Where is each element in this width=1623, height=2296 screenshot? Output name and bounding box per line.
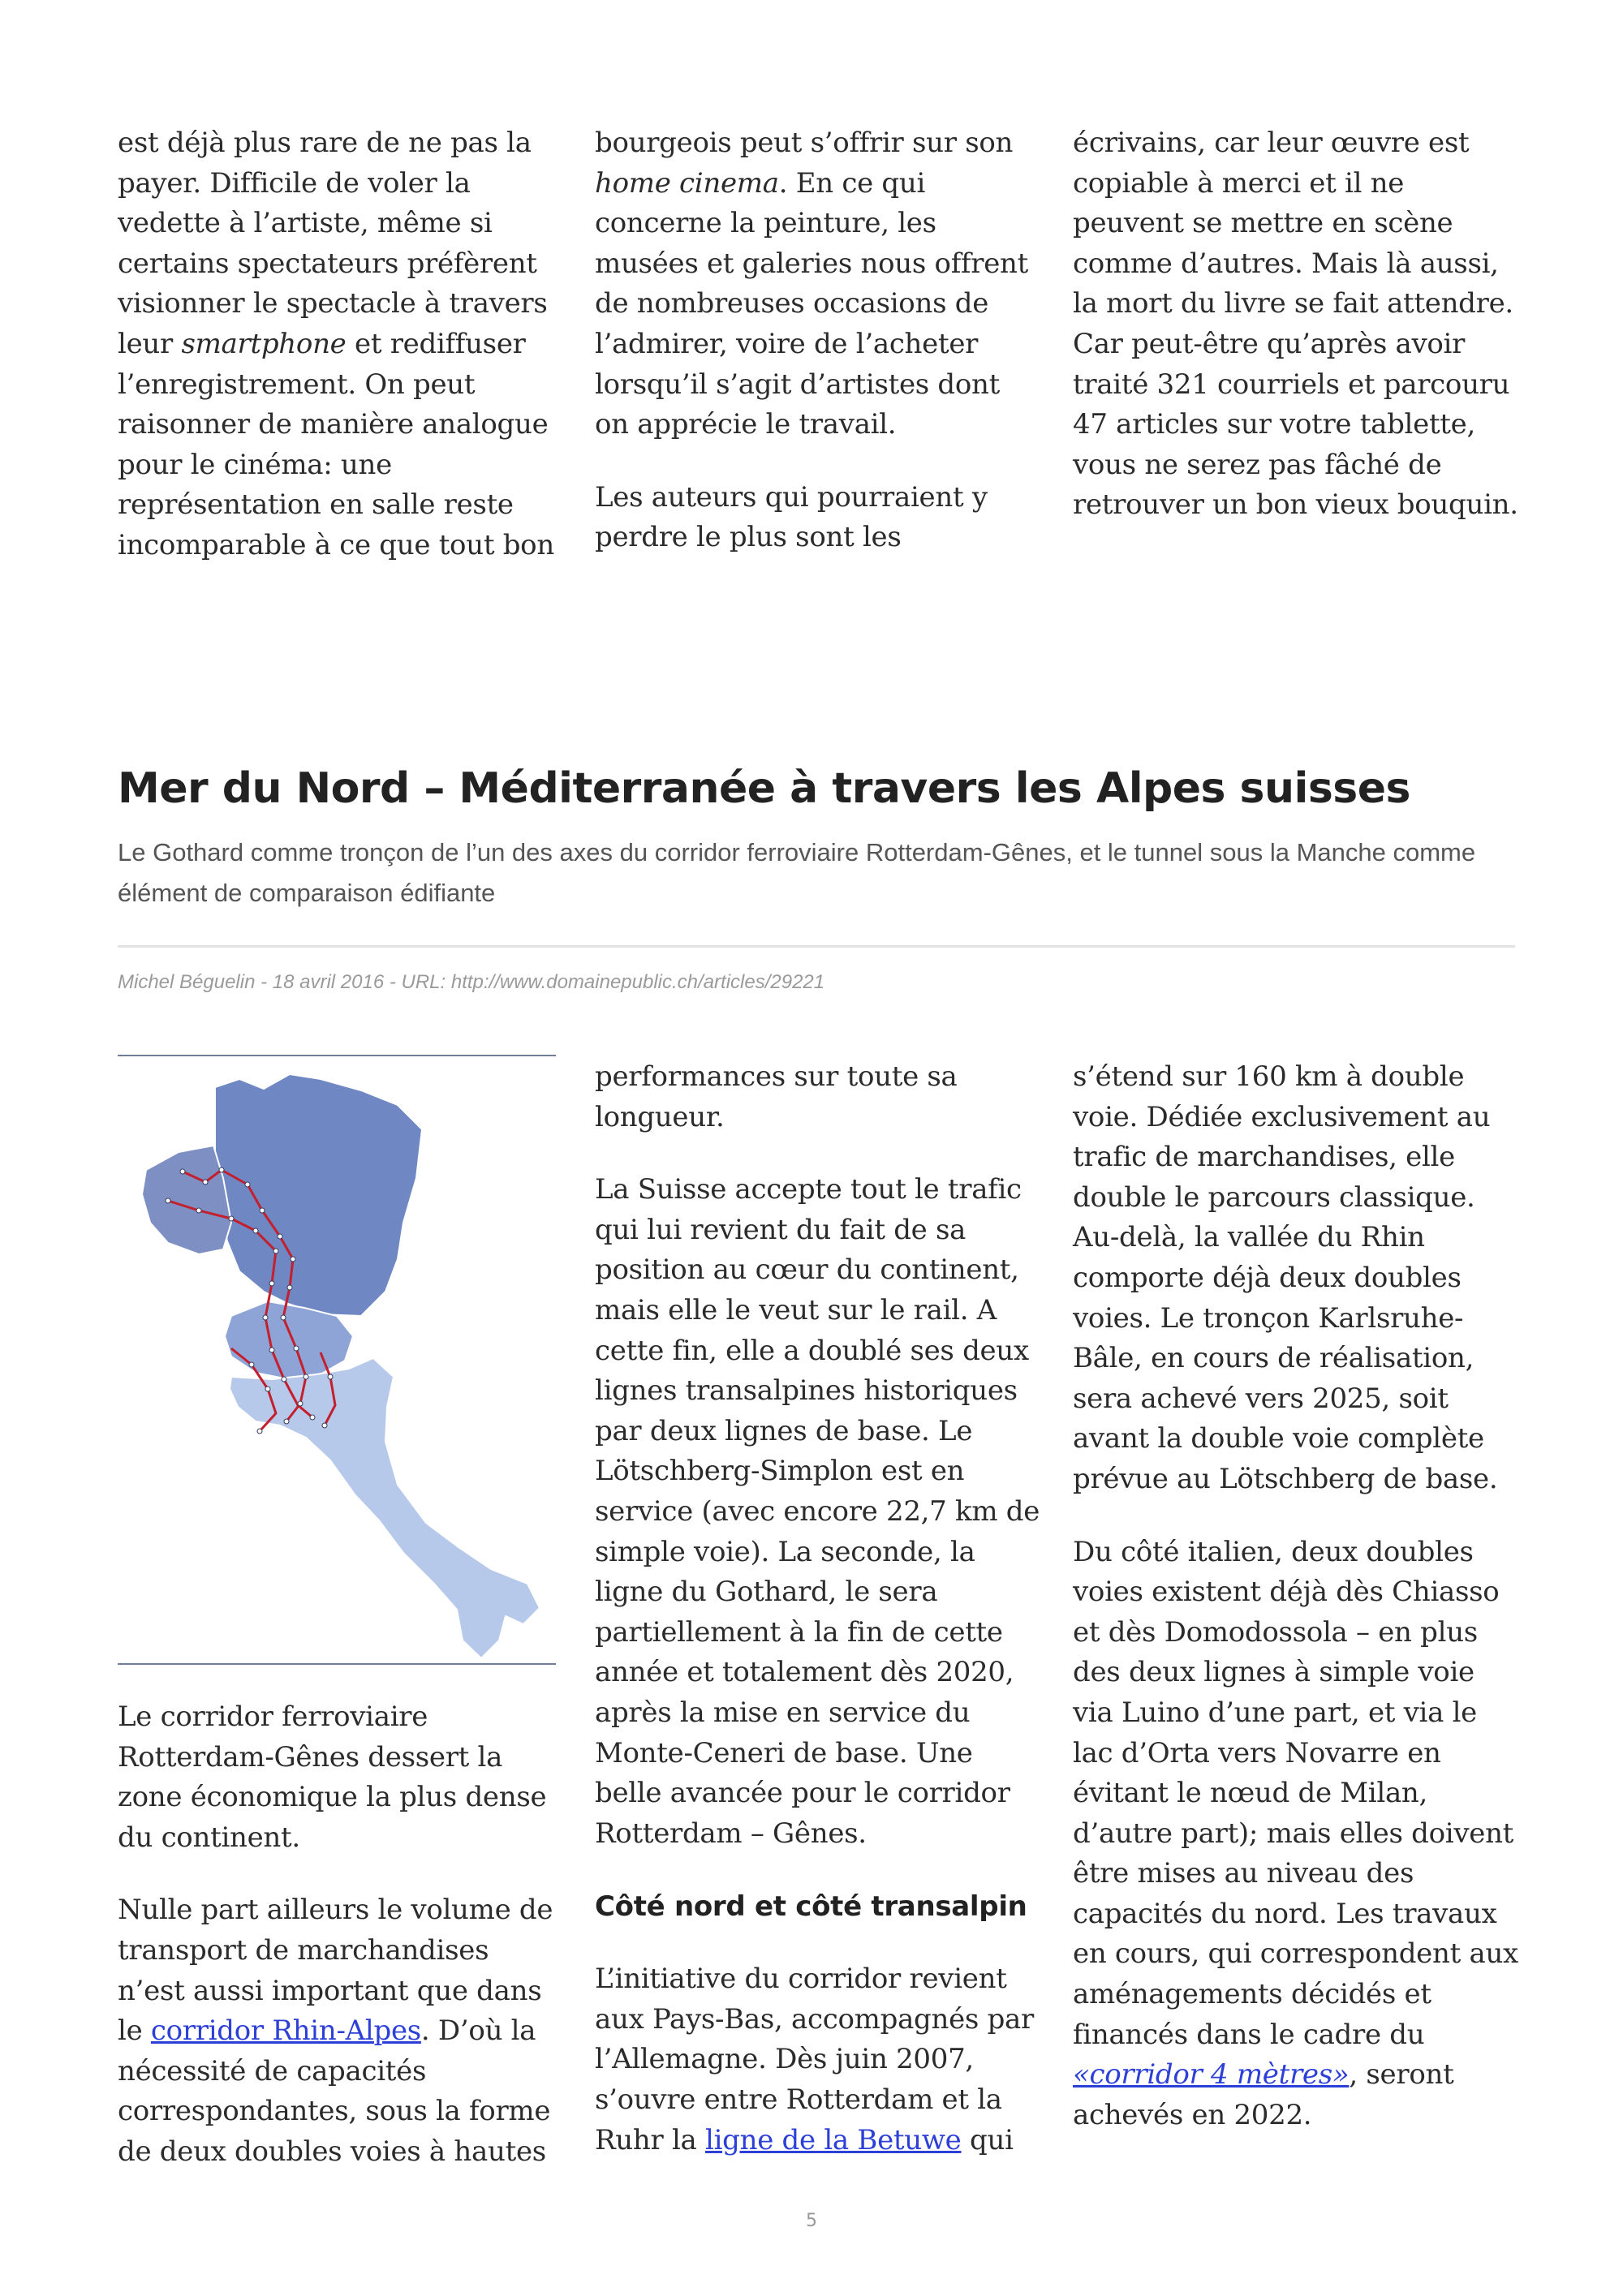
paragraph: L’initiative du corridor revient aux Pays-Bas, accompagnés par l’Allemagne. Dès juin 2007, s’ouvre entre Rotterdam et la Ruhr la ligne de la Betuwe qui [595,1963,1034,2156]
corridor-map-figure [118,1055,556,1665]
map-town-dot [291,1257,295,1262]
map-town-dot [269,1348,274,1352]
map-town-dot [166,1198,170,1203]
map-town-dot [265,1387,270,1391]
map-town-dot [245,1182,250,1187]
map-region-italy [230,1358,540,1658]
map-town-dot [269,1281,274,1286]
map-town-dot [310,1415,315,1420]
page-number: 5 [806,2211,817,2231]
article-title: Mer du Nord – Méditerranée à travers les Alpes suisses [118,764,1410,813]
article-subtitle: Le Gothard comme tronçon de l’un des axes du corridor ferroviaire Rotterdam-Gênes, et le tunnel sous la Manche comme élément de comparaison édifiante [118,838,1476,907]
map-town-dot [257,1429,262,1434]
paragraph: bourgeois peut s’offrir sur son home cinema. En ce qui concerne la peinture, les musées et galeries nous offrent de nombreuses occasions de l’admirer, voire de l’acheter lorsqu’il s’agit d’artistes dont on apprécie le travail. [595,127,1029,441]
prev-article-column-3 [1073,123,1519,526]
map-region-benelux [142,1146,231,1254]
link-corridor-rhin-alpes[interactable]: corridor Rhin-Alpes [150,2014,421,2048]
paragraph: performances sur toute sa longueur. [595,1060,958,1133]
paragraph: Du côté italien, deux doubles voies existent déjà dès Chiasso et dès Domodossola – en plus des deux lignes à simple voie via Luino d’une part, et via le lac d’Orta vers Novarre en évitant le nœud de Milan, d’autre part); mais elles doivent être mises au niveau des capacités du nord. Les travaux en cours, qui correspondent aux aménagements décidés et financés dans le cadre du «corridor 4 mètres», seront achevés en 2022. [1073,1535,1518,2131]
map-town-dot [287,1285,292,1290]
map-town-dot [281,1315,286,1320]
paragraph: est déjà plus rare de ne pas la payer. Difficile de voler la vedette à l’artiste, même si certains spectateurs préfèrent visionner le spectacle à travers leur smartphone et rediffuser l’enregistrement. On peut raisonner de manière analogue pour le cinéma: une représentation en salle reste incomparable à ce que tout bon [118,127,554,561]
map-town-dot [263,1315,268,1320]
prev-article-column-1 [118,123,564,566]
figure-caption: Le corridor ferroviaire Rotterdam-Gênes dessert la zone économique la plus dense du continent. [118,1701,547,1854]
paragraph: s’étend sur 160 km à double voie. Dédiée exclusivement au trafic de marchandises, elle double le parcours classique. Au-delà, la vallée du Rhin comporte déjà deux doubles voies. Le tronçon Karlsruhe-Bâle, en cours de réalisation, sera achevé vers 2025, soit avant la double voie complète prévue au Lötschberg de base. [1073,1060,1498,1495]
map-town-dot [229,1216,234,1221]
header-divider [118,945,1515,948]
map-town-dot [273,1249,278,1253]
map-town-dot [203,1180,208,1185]
article-column-2 [595,1057,1041,2161]
article-column-1 [118,1697,564,2173]
article-column-3 [1073,1057,1519,2135]
paragraph: La Suisse accepte tout le trafic qui lui revient du fait de sa position au cœur du continent, mais elle le veut sur le rail. A cette fin, elle a doublé ses deux lignes transalpines historiques par deux lignes de base. Le Lötschberg-Simplon est en service (avec encore 22,7 km de simple voie). La seconde, la ligne du Gothard, le sera partiellement à la fin de cette année et totalement dès 2020, après la mise en service du Monte-Ceneri de base. Une belle avancée pour le corridor Rotterdam – Gênes. [595,1173,1040,1850]
prev-article-column-2 [595,123,1041,558]
link-ligne-betuwe[interactable]: ligne de la Betuwe [705,2123,962,2156]
link-corridor-4-metres[interactable]: «corridor 4 mètres» [1073,2058,1350,2092]
map-town-dot [278,1234,282,1239]
corridor-map-image [118,1056,556,1666]
map-town-dot [253,1228,258,1233]
map-town-dot [294,1346,299,1351]
paragraph: Les auteurs qui pourraient y perdre le plus sont les [595,480,988,554]
map-town-dot [328,1374,333,1379]
map-town-dot [249,1362,254,1367]
map-town-dot [298,1401,303,1406]
map-town-dot [260,1208,265,1213]
section-subheading: Côté nord et côté transalpin [595,1890,1027,1924]
paragraph: écrivains, car leur œuvre est copiable à merci et il ne peuvent se mettre en scène comme d’autres. Mais là aussi, la mort du livre se fait attendre. Car peut-être qu’après avoir traité 321 courriels et parcouru 47 articles sur votre tablette, vous ne serez pas fâché de retrouver un bon vieux bouquin. [1073,127,1518,522]
map-town-dot [282,1377,286,1382]
map-town-dot [219,1167,224,1172]
map-town-dot [304,1374,308,1379]
map-region-germany [215,1074,422,1316]
map-town-dot [322,1423,327,1428]
paragraph: Nulle part ailleurs le volume de transport de marchandises n’est aussi important que dans le corridor Rhin-Alpes. D’où la nécessité de capacités correspondantes, sous la forme de deux doubles voies à hautes [118,1894,553,2168]
map-town-dot [196,1208,201,1213]
map-town-dot [180,1169,185,1174]
map-town-dot [284,1419,289,1424]
article-byline: Michel Béguelin - 18 avril 2016 - URL: http://www.domainepublic.ch/articles/29221 [118,971,825,993]
